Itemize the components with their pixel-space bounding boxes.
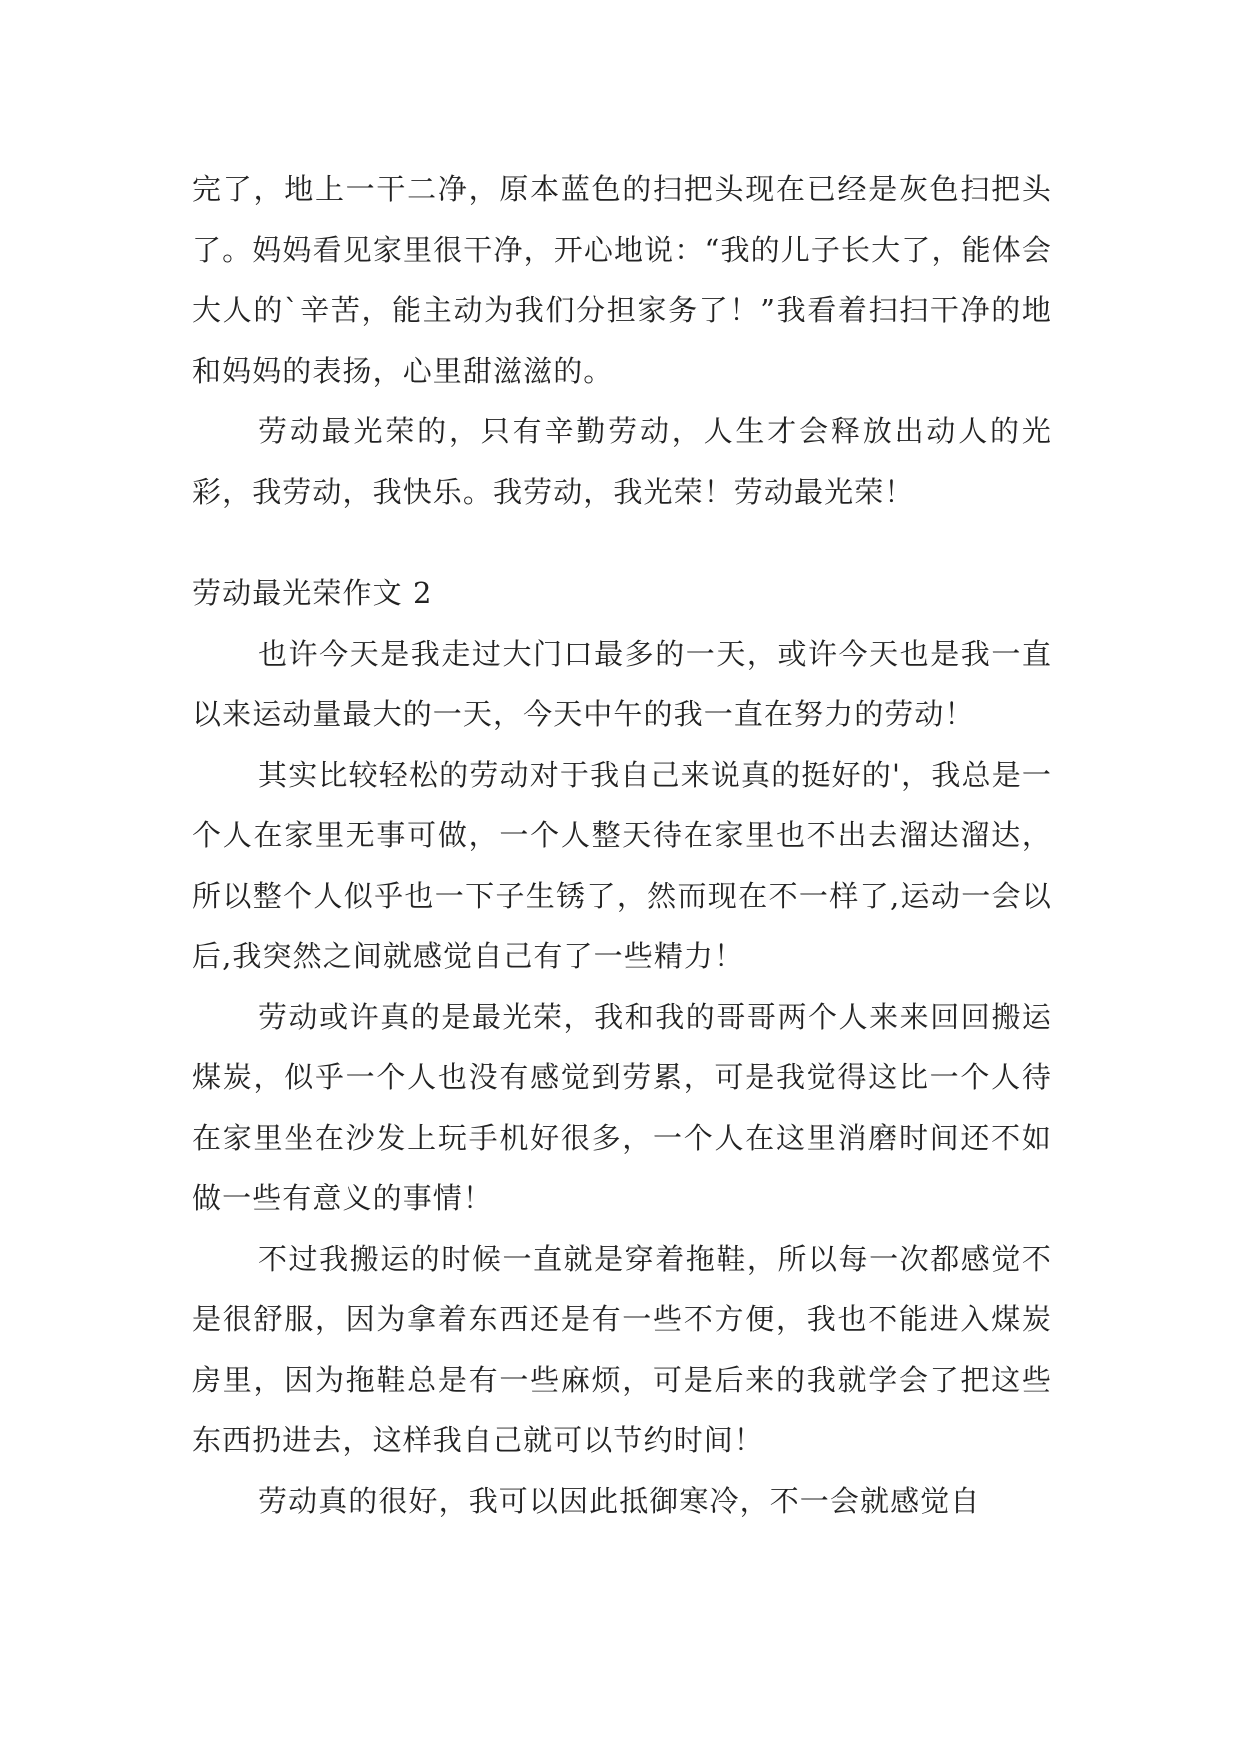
essay-2-paragraph-5: 劳动真的很好，我可以因此抵御寒冷，不一会就感觉自 xyxy=(258,1483,981,1518)
essay-2-paragraph-2: 其实比较轻松的劳动对于我自己来说真的挺好的'，我总是一个人在家里无事可做，一个人整天待在家里也不出去溜达溜达，所以整个人似乎也一下子生锈了，然而现在不一样了,运动一会以后,我突然之间就感觉自己有了一些精力！ xyxy=(192,757,1052,973)
essay-2-paragraph-4: 不过我搬运的时候一直就是穿着拖鞋，所以每一次都感觉不是很舒服，因为拿着东西还是有一些不方便，我也不能进入煤炭房里，因为拖鞋总是有一些麻烦，可是后来的我就学会了把这些东西扔进去，这样我自己就可以节约时间！ xyxy=(192,1241,1052,1457)
essay-2 xyxy=(192,563,1052,1531)
essay-1-closing-paragraph: 劳动最光荣的，只有辛勤劳动，人生才会释放出动人的光彩，我劳动，我快乐。我劳动，我光荣！劳动最光荣！ xyxy=(192,414,1052,509)
essay-2-paragraph-1: 也许今天是我走过大门口最多的一天，或许今天也是我一直以来运动量最大的一天，今天中午的我一直在努力的劳动！ xyxy=(192,636,1052,731)
essay-1-paragraph-continued: 完了，地上一干二净，原本蓝色的扫把头现在已经是灰色扫把头了。妈妈看见家里很干净，开心地说：“我的儿子长大了，能体会大人的`辛苦，能主动为我们分担家务了！”我看着扫扫干净的地和妈妈的表扬，心里甜滋滋的。 xyxy=(192,172,1052,388)
essay-2-paragraph-3: 劳动或许真的是最光荣，我和我的哥哥两个人来来回回搬运煤炭，似乎一个人也没有感觉到劳累，可是我觉得这比一个人待在家里坐在沙发上玩手机好很多，一个人在这里消磨时间还不如做一些有意义的事情！ xyxy=(192,999,1052,1215)
essay-2-title: 劳动最光荣作文 2 xyxy=(192,576,433,610)
essay-1-continuation xyxy=(192,159,1052,522)
